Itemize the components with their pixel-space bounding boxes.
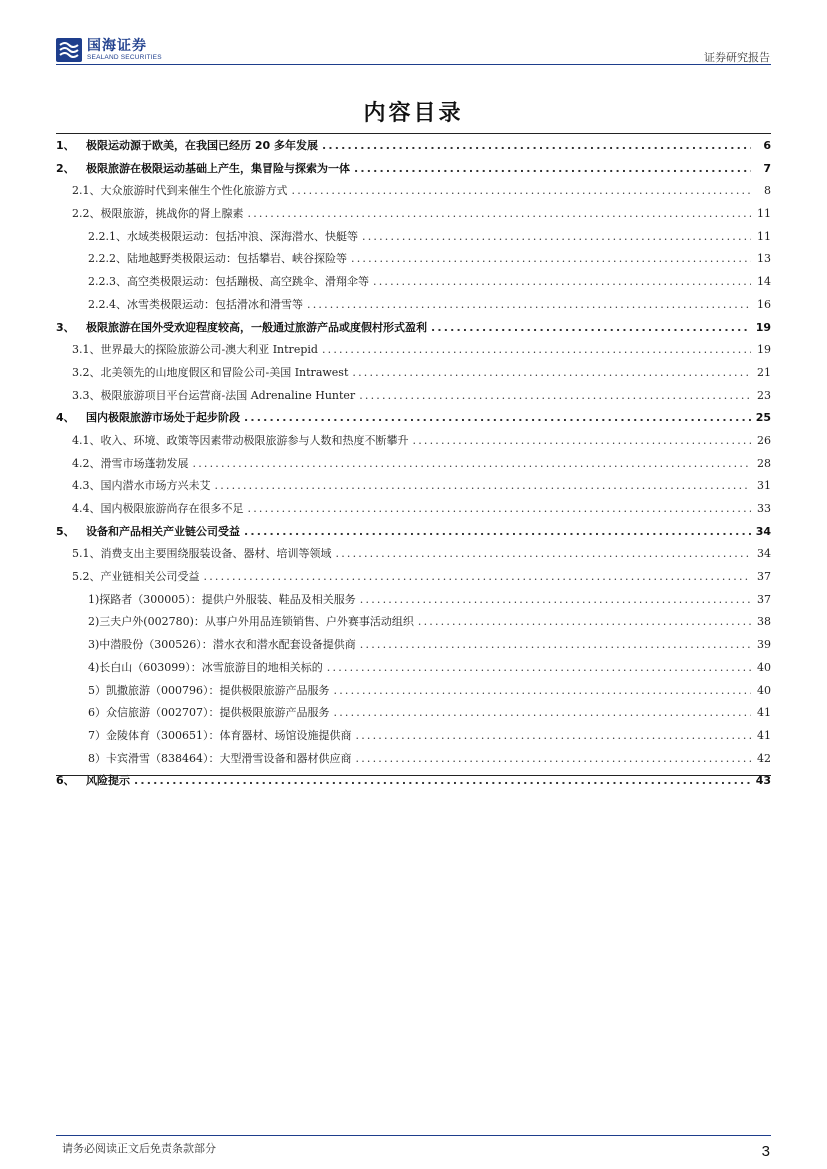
toc-entry[interactable]: [56, 521, 771, 544]
toc-entry[interactable]: [56, 135, 771, 158]
report-type-label: 证券研究报告: [704, 51, 770, 64]
toc-dot-leader: [360, 589, 751, 612]
toc-entry-number: 2.1、: [72, 184, 101, 198]
toc-entry-title: 国内潜水市场方兴未艾: [100, 479, 211, 493]
toc-entry-number: 3.1、: [72, 343, 101, 357]
toc-entry-page: 19: [757, 343, 771, 357]
toc-entry-page: 38: [757, 615, 771, 629]
toc-dot-leader: [360, 634, 751, 657]
page-number: 3: [761, 1143, 770, 1160]
toc-entry[interactable]: [56, 748, 771, 771]
toc-entry-number: 3、: [56, 320, 75, 334]
toc-dot-leader: [327, 657, 751, 680]
toc-entry-title: 极限旅游在国外受欢迎程度较高，一般通过旅游产品或度假村形式盈利: [86, 320, 427, 334]
company-logo: [56, 38, 162, 62]
toc-entry-number: 4.1、: [72, 433, 101, 447]
toc-entry-title: 极限运动源于欧美，在我国已经历 20 多年发展: [86, 139, 318, 152]
toc-entry-title: 收入、环境、政策等因素带动极限旅游参与人数和热度不断攀升: [100, 433, 409, 447]
toc-dot-leader: [334, 680, 752, 703]
toc-entry-page: 19: [755, 320, 771, 334]
toc-entry-number: 2、: [56, 161, 75, 175]
toc-entry[interactable]: [56, 611, 771, 634]
toc-top-divider: [56, 133, 771, 134]
toc-dot-leader: [362, 226, 751, 249]
toc-title: 内容目录: [363, 101, 464, 126]
toc-entry-page: 16: [757, 297, 771, 311]
logo-english-name: SEALAND SECURITIES: [87, 53, 162, 61]
toc-entry-number: 2.2.4、: [88, 297, 127, 311]
toc-entry[interactable]: [56, 702, 771, 725]
toc-entry-number: 2.2.3、: [88, 275, 127, 289]
toc-entry-number: 4、: [56, 411, 75, 425]
toc-entry-title: 三夫户外(002780)：从事户外用品连锁销售、户外赛事活动组织: [99, 615, 414, 629]
toc-entry-title: 大众旅游时代到来催生个性化旅游方式: [100, 184, 288, 198]
toc-dot-leader: [431, 317, 751, 340]
logo-chinese-name: 国海证券: [87, 37, 147, 54]
toc-dot-leader: [193, 453, 752, 476]
toc-entry-title: 北美领先的山地度假区和冒险公司-美国 Intrawest: [100, 365, 349, 379]
toc-dot-leader: [352, 362, 751, 385]
toc-entry-number: 5.1、: [72, 547, 101, 561]
toc-entry-number: 5、: [56, 524, 75, 538]
toc-dot-leader: [336, 543, 752, 566]
toc-entry[interactable]: [56, 634, 771, 657]
toc-entry-number: 6、: [56, 774, 75, 788]
toc-entry-number: 3): [88, 638, 100, 652]
toc-entry[interactable]: [56, 294, 771, 317]
toc-entry-page: 42: [757, 751, 771, 765]
toc-dot-leader: [244, 407, 751, 430]
toc-entry-page: 37: [757, 570, 771, 584]
toc-entry-number: 4.3、: [72, 479, 101, 493]
toc-entry-page: 28: [757, 456, 771, 470]
toc-entry-number: 6）: [88, 706, 106, 720]
toc-entry-number: 1): [88, 592, 100, 606]
toc-entry[interactable]: [56, 248, 771, 271]
toc-entry-page: 31: [757, 479, 771, 493]
toc-entry-page: 6: [763, 139, 771, 152]
page-header: [0, 0, 827, 80]
toc-entry[interactable]: [56, 158, 771, 181]
toc-entry-title: 众信旅游（002707）：提供极限旅游产品服务: [106, 706, 330, 720]
toc-entry-page: 37: [757, 592, 771, 606]
toc-entry-title: 设备和产品相关产业链公司受益: [86, 524, 240, 538]
toc-entry-title: 冰雪类极限运动：包括滑冰和滑雪等: [127, 297, 303, 311]
toc-dot-leader: [307, 294, 751, 317]
toc-entry-page: 39: [757, 638, 771, 652]
toc-dot-leader: [356, 725, 752, 748]
toc-dot-leader: [134, 770, 751, 793]
toc-entry-number: 2.2、: [72, 207, 101, 221]
toc-entry-page: 43: [755, 774, 771, 788]
toc-entry-number: 3.2、: [72, 365, 101, 379]
toc-entry[interactable]: [56, 589, 771, 612]
toc-entry[interactable]: [56, 657, 771, 680]
toc-entry-page: 21: [757, 365, 771, 379]
toc-dot-leader: [322, 339, 751, 362]
sealand-logo-icon: [56, 38, 82, 62]
toc-entry[interactable]: [56, 566, 771, 589]
toc-entry[interactable]: [56, 407, 771, 430]
toc-entry-title: 极限旅游，挑战你的肾上腺素: [100, 207, 244, 221]
toc-entry-number: 4.2、: [72, 456, 101, 470]
toc-entry-title: 卡宾滑雪（838464）：大型滑雪设备和器材供应商: [106, 751, 352, 765]
toc-entry-title: 金陵体育（300651）：体育器材、场馆设施提供商: [106, 728, 352, 742]
toc-dot-leader: [354, 158, 751, 181]
toc-entry-title: 水域类极限运动：包括冲浪、深海潜水、快艇等: [127, 229, 358, 243]
toc-entry-page: 13: [757, 252, 771, 266]
toc-entry[interactable]: [56, 453, 771, 476]
toc-dot-leader: [215, 475, 752, 498]
toc-entry[interactable]: [56, 180, 771, 203]
toc-entry-title: 国内极限旅游市场处于起步阶段: [86, 411, 240, 425]
toc-entry-page: 40: [757, 683, 771, 697]
toc-entry-number: 2.2.2、: [88, 252, 127, 266]
toc-entry-page: 40: [757, 660, 771, 674]
toc-entry-page: 41: [757, 706, 771, 720]
toc-entry-number: 4): [88, 660, 100, 674]
toc-entry-number: 2): [88, 615, 100, 629]
toc-dot-leader: [418, 611, 751, 634]
toc-entry[interactable]: [56, 475, 771, 498]
toc-entry-page: 33: [757, 502, 771, 515]
toc-entry[interactable]: [56, 680, 771, 703]
toc-entry-title: 世界最大的探险旅游公司-澳大利亚 Intrepid: [100, 343, 318, 357]
toc-entry[interactable]: [56, 339, 771, 362]
toc-dot-leader: [248, 203, 752, 226]
table-of-contents: [56, 135, 771, 793]
toc-entry-title: 高空类极限运动：包括蹦极、高空跳伞、滑翔伞等: [127, 275, 369, 289]
toc-dot-leader: [373, 271, 751, 294]
toc-entry-title: 国内极限旅游尚存在很多不足: [100, 502, 244, 515]
toc-entry-title: 长白山（603099）：冰雪旅游目的地相关标的: [99, 660, 323, 674]
toc-entry-number: 3.3、: [72, 388, 101, 402]
toc-entry-title: 极限旅游项目平台运营商-法国 Adrenaline Hunter: [100, 388, 356, 402]
toc-entry-number: 8）: [88, 751, 106, 765]
toc-dot-leader: [351, 248, 751, 271]
toc-entry-title: 极限旅游在极限运动基础上产生，集冒险与探索为一体: [86, 161, 350, 175]
toc-entry-number: 5.2、: [72, 570, 101, 584]
toc-entry-page: 11: [757, 229, 771, 243]
toc-entry[interactable]: [56, 385, 771, 408]
toc-dot-leader: [359, 385, 751, 408]
toc-entry-page: 26: [757, 433, 771, 447]
toc-dot-leader: [292, 180, 752, 203]
toc-entry-number: 5）: [88, 683, 106, 697]
toc-entry-page: 14: [757, 275, 771, 289]
toc-dot-leader: [334, 702, 752, 725]
toc-entry-page: 23: [757, 388, 771, 402]
toc-entry-page: 25: [755, 411, 771, 425]
toc-entry[interactable]: [56, 317, 771, 340]
toc-dot-leader: [204, 566, 752, 589]
toc-entry-number: 7）: [88, 728, 106, 742]
toc-entry[interactable]: [56, 271, 771, 294]
footer-divider: [56, 1135, 771, 1136]
toc-entry[interactable]: [56, 430, 771, 453]
toc-entry-title: 风险提示: [86, 774, 130, 788]
toc-entry-title: 产业链相关公司受益: [100, 570, 200, 584]
toc-bottom-divider: [56, 775, 771, 776]
footer-disclaimer: 请务必阅读正文后免责条款部分: [62, 1142, 216, 1155]
toc-entry[interactable]: [56, 498, 771, 521]
toc-entry[interactable]: [56, 203, 771, 226]
toc-entry-title: 滑雪市场蓬勃发展: [100, 456, 189, 470]
toc-dot-leader: [248, 498, 752, 521]
toc-entry-number: 4.4、: [72, 502, 101, 515]
toc-dot-leader: [244, 521, 751, 544]
toc-entry-title: 陆地越野类极限运动：包括攀岩、峡谷探险等: [127, 252, 347, 266]
toc-entry-title: 探路者（300005）：提供户外服装、鞋品及相关服务: [99, 592, 356, 606]
toc-entry[interactable]: [56, 226, 771, 249]
toc-entry[interactable]: [56, 543, 771, 566]
toc-entry[interactable]: [56, 725, 771, 748]
toc-entry-number: 2.2.1、: [88, 229, 127, 243]
toc-entry-page: 7: [763, 161, 771, 175]
toc-entry-page: 8: [764, 184, 771, 198]
toc-entry[interactable]: [56, 770, 771, 793]
toc-entry-page: 11: [757, 207, 771, 221]
toc-entry-title: 凯撒旅游（000796）：提供极限旅游产品服务: [106, 683, 330, 697]
toc-dot-leader: [356, 748, 752, 771]
toc-entry-page: 34: [757, 547, 771, 561]
toc-entry-title: 中潜股份（300526）：潜水衣和潜水配套设备提供商: [99, 638, 356, 652]
toc-entry-page: 34: [755, 524, 771, 538]
toc-entry-number: 1、: [56, 139, 75, 152]
toc-dot-leader: [413, 430, 752, 453]
toc-entry[interactable]: [56, 362, 771, 385]
toc-dot-leader: [322, 135, 751, 158]
toc-entry-title: 消费支出主要围绕服装设备、器材、培训等领域: [100, 547, 332, 561]
header-divider: [56, 64, 771, 65]
toc-entry-page: 41: [757, 728, 771, 742]
